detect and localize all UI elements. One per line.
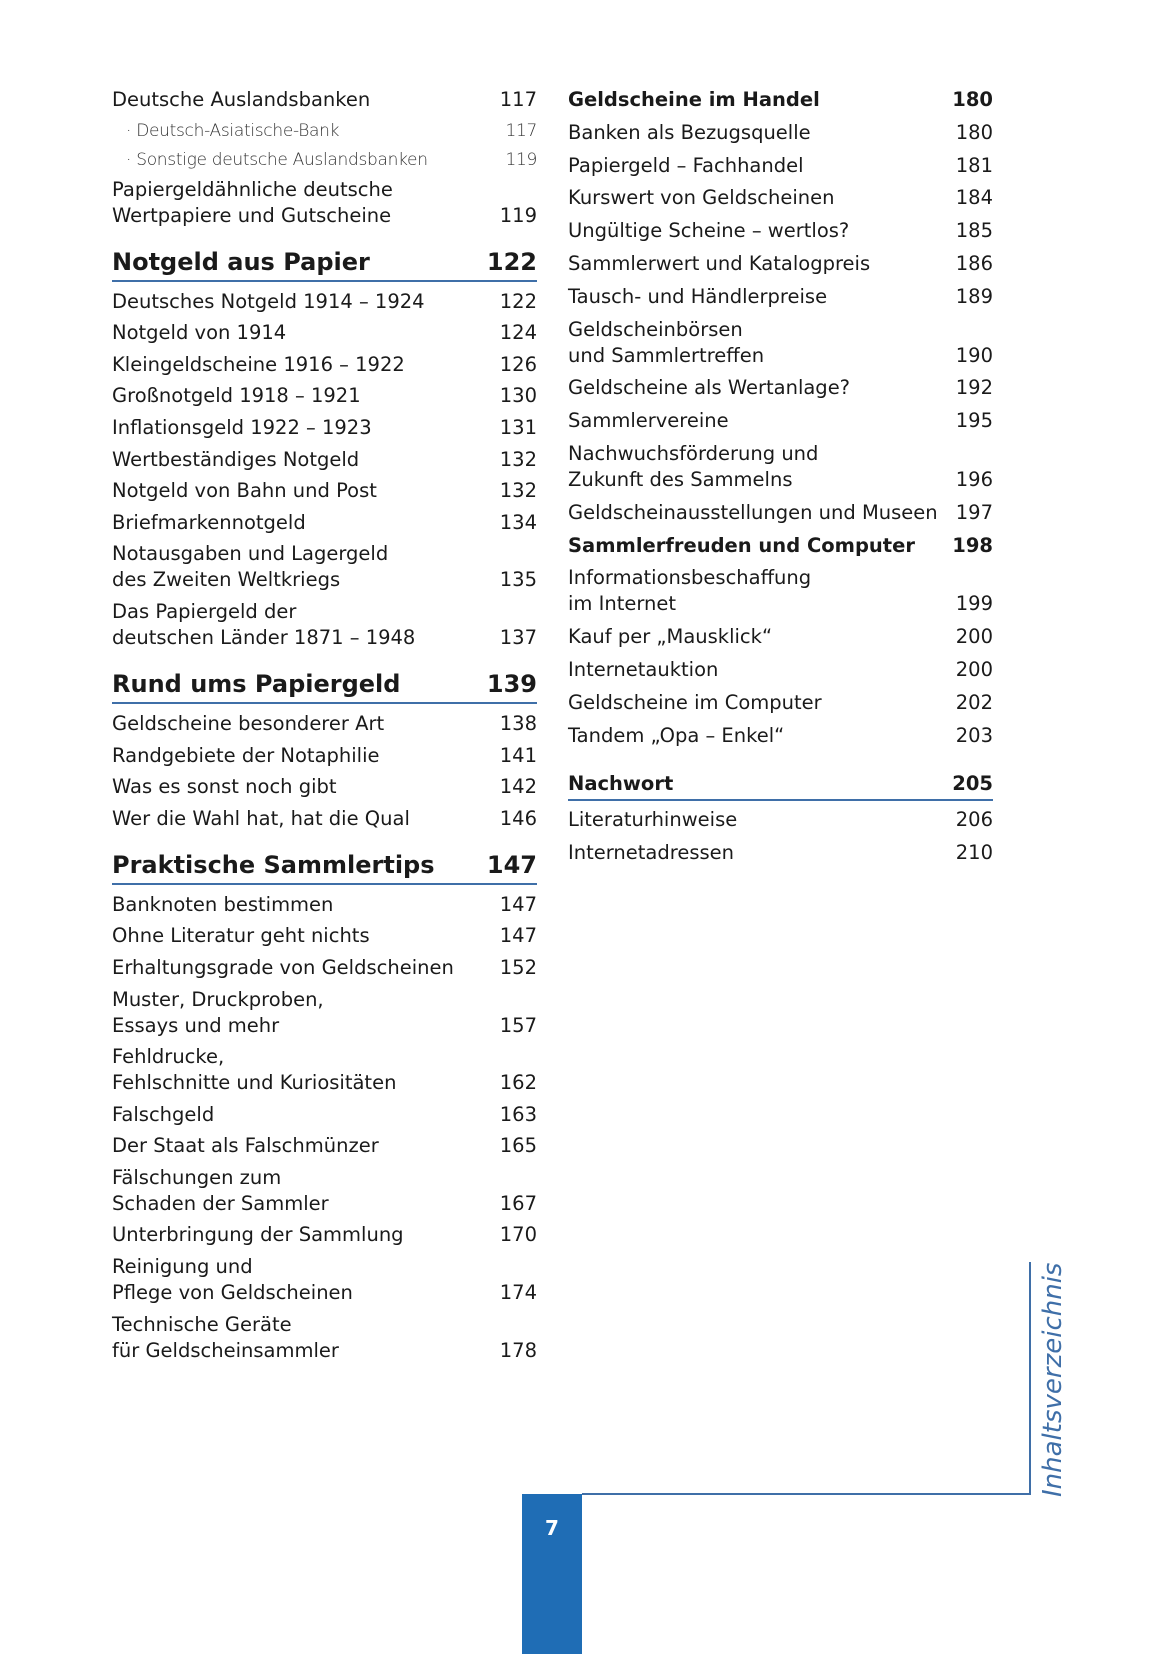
toc-entry-page: 126	[499, 352, 537, 376]
toc-entry-title: Geldscheine im Computer	[568, 690, 822, 714]
toc-entry-title: Notgeld aus Papier	[112, 247, 370, 276]
toc-entry-title: Erhaltungsgrade von Geldscheinen	[112, 955, 454, 979]
toc-entry	[568, 375, 993, 401]
toc-entry	[112, 806, 537, 832]
toc-section-title	[568, 533, 993, 559]
toc-entry	[568, 657, 993, 683]
toc-entry-page: 200	[955, 657, 993, 681]
toc-entry	[112, 289, 537, 315]
toc-entry	[112, 711, 537, 737]
page-number-box	[522, 1494, 582, 1654]
toc-entry-title: Notgeld von 1914	[112, 321, 287, 345]
toc-entry-page: 157	[499, 1013, 537, 1037]
toc-entry-page: 141	[499, 743, 537, 767]
toc-entry-title: Kleingeldscheine 1916 – 1922	[112, 352, 405, 376]
toc-entry-page: 131	[499, 415, 537, 439]
toc-entry-title: Papiergeldähnliche deutsche Wertpapiere und Gutscheine	[112, 177, 393, 227]
toc-entry-page: 197	[955, 500, 993, 524]
toc-entry-title: Falschgeld	[112, 1102, 215, 1126]
toc-entry-title: Internetadressen	[568, 841, 735, 865]
toc-entry	[568, 218, 993, 244]
toc-entry	[112, 1312, 537, 1364]
toc-entry	[568, 317, 993, 369]
toc-entry-page: 185	[955, 219, 993, 243]
toc-entry-page: 117	[505, 120, 537, 141]
toc-entry-title: Was es sonst noch gibt	[112, 775, 337, 799]
toc-entry-title: Großnotgeld 1918 – 1921	[112, 384, 361, 408]
page-number: 7	[545, 1516, 559, 1540]
toc-entry-page: 142	[499, 775, 537, 799]
toc-entry-title: Geldscheinbörsen und Sammlertreffen	[568, 317, 765, 367]
toc-entry-page: 190	[955, 343, 993, 367]
toc-entry-title: Der Staat als Falschmünzer	[112, 1134, 379, 1158]
toc-entry-page: 206	[955, 808, 993, 832]
toc-entry-title: Briefmarkennotgeld	[112, 510, 306, 534]
toc-entry	[112, 987, 537, 1039]
toc-entry-page: 180	[955, 120, 993, 144]
toc-entry-page: 162	[499, 1071, 537, 1095]
toc-entry-title: Muster, Druckproben, Essays und mehr	[112, 987, 324, 1037]
toc-entry	[112, 1165, 537, 1217]
toc-entry	[112, 177, 537, 229]
toc-entry-page: 170	[499, 1223, 537, 1247]
toc-entry-title: Nachwuchsförderung und Zukunft des Sammelns	[568, 441, 819, 491]
toc-entry-page: 210	[955, 841, 993, 865]
toc-entry-title: Randgebiete der Notaphilie	[112, 743, 380, 767]
toc-entry-title: Fehldrucke, Fehlschnitte und Kuriositäten	[112, 1045, 397, 1095]
toc-entry-page: 138	[499, 711, 537, 735]
toc-entry	[568, 565, 993, 617]
toc-entry	[112, 87, 537, 113]
toc-entry	[112, 892, 537, 918]
toc-section-title	[568, 771, 993, 801]
toc-entry-page: 184	[955, 186, 993, 210]
toc-entry	[112, 510, 537, 536]
toc-entry-page: 196	[955, 467, 993, 491]
toc-entry-title: Reinigung und Pflege von Geldscheinen	[112, 1255, 353, 1305]
toc-entry-page: 146	[499, 806, 537, 830]
toc-entry	[112, 599, 537, 651]
toc-entry	[112, 320, 537, 346]
toc-entry-title: Papiergeld – Fachhandel	[568, 153, 804, 177]
toc-entry-title: Deutsche Auslandsbanken	[112, 88, 371, 111]
toc-entry-title: Sammlerfreuden und Computer	[568, 533, 915, 557]
toc-entry-title: Ohne Literatur geht nichts	[112, 924, 370, 948]
toc-entry-title: Banknoten bestimmen	[112, 892, 334, 916]
toc-chapter-heading	[112, 247, 537, 282]
toc-entry-page: 200	[955, 625, 993, 649]
toc-entry	[112, 541, 537, 593]
toc-entry-page: 134	[499, 510, 537, 534]
toc-entry-title: Internetauktion	[568, 657, 719, 681]
toc-entry-page: 199	[955, 592, 993, 616]
toc-entry-title: Inflationsgeld 1922 – 1923	[112, 415, 372, 439]
toc-entry	[568, 185, 993, 211]
toc-entry-page: 119	[505, 149, 537, 170]
toc-section-title	[568, 87, 993, 113]
toc-entry-title: Das Papiergeld der deutschen Länder 1871 – 1948	[112, 599, 416, 649]
toc-entry-page: 124	[499, 321, 537, 345]
toc-entry-title: Praktische Sammlertips	[112, 850, 435, 879]
toc-entry-title: Technische Geräte für Geldscheinsammler	[112, 1312, 339, 1362]
toc-entry-page: 165	[499, 1134, 537, 1158]
toc-entry	[112, 774, 537, 800]
toc-entry-page: 132	[499, 447, 537, 471]
toc-entry	[112, 1254, 537, 1306]
toc-entry	[568, 807, 993, 833]
toc-entry-title: · Sonstige deutsche Auslandsbanken	[126, 149, 428, 170]
toc-entry-page: 147	[499, 924, 537, 948]
toc-subentry	[112, 148, 537, 172]
toc-entry	[112, 923, 537, 949]
toc-entry-page: 205	[952, 771, 993, 795]
toc-entry-page: 147	[499, 892, 537, 916]
toc-entry-title: Fälschungen zum Schaden der Sammler	[112, 1165, 329, 1215]
toc-entry	[568, 120, 993, 146]
toc-entry-page: 189	[955, 284, 993, 308]
toc-entry-title: Notgeld von Bahn und Post	[112, 479, 377, 503]
toc-entry-title: Geldscheinausstellungen und Museen	[568, 500, 938, 524]
toc-entry	[112, 1044, 537, 1096]
toc-entry-title: Deutsches Notgeld 1914 – 1924	[112, 289, 425, 313]
toc-entry-title: Wer die Wahl hat, hat die Qual	[112, 806, 410, 830]
toc-entry	[112, 478, 537, 504]
toc-entry-title: Tandem „Opa – Enkel“	[568, 723, 785, 747]
toc-chapter-heading	[112, 669, 537, 704]
toc-entry-title: Kurswert von Geldscheinen	[568, 186, 835, 210]
toc-right-column	[568, 87, 993, 873]
side-rule-vertical	[1029, 1262, 1031, 1495]
toc-entry	[112, 447, 537, 473]
toc-entry	[568, 408, 993, 434]
side-rule-horizontal	[582, 1493, 1031, 1495]
toc-left-column	[112, 87, 537, 1369]
toc-entry-page: 198	[952, 533, 993, 557]
toc-entry-title: Literaturhinweise	[568, 808, 738, 832]
toc-subentry	[112, 119, 537, 143]
toc-entry	[568, 723, 993, 749]
toc-entry	[568, 624, 993, 650]
toc-entry-title: Notausgaben und Lagergeld des Zweiten Weltkriegs	[112, 542, 389, 592]
toc-entry-title: Geldscheine besonderer Art	[112, 711, 385, 735]
toc-entry-title: Nachwort	[568, 771, 674, 795]
toc-entry	[112, 743, 537, 769]
toc-entry	[112, 352, 537, 378]
toc-entry-title: Informationsbeschaffung im Internet	[568, 566, 812, 616]
toc-entry-page: 195	[955, 409, 993, 433]
toc-entry-title: Geldscheine im Handel	[568, 88, 820, 111]
toc-entry-page: 137	[499, 625, 537, 649]
toc-entry	[112, 1133, 537, 1159]
toc-entry-page: 152	[499, 955, 537, 979]
toc-entry	[568, 284, 993, 310]
toc-entry-title: · Deutsch-Asiatische-Bank	[126, 120, 340, 141]
toc-entry	[568, 441, 993, 493]
toc-entry-title: Geldscheine als Wertanlage?	[568, 376, 851, 400]
toc-entry	[112, 383, 537, 409]
toc-entry	[568, 500, 993, 526]
toc-entry-page: 186	[955, 251, 993, 275]
toc-entry	[568, 690, 993, 716]
toc-entry	[568, 251, 993, 277]
toc-entry-title: Banken als Bezugsquelle	[568, 120, 811, 144]
toc-entry-page: 202	[955, 690, 993, 714]
toc-entry-page: 117	[499, 88, 537, 111]
toc-entry-title: Sammlervereine	[568, 409, 729, 433]
toc-entry-title: Unterbringung der Sammlung	[112, 1223, 404, 1247]
toc-chapter-heading	[112, 850, 537, 885]
toc-entry-page: 119	[499, 203, 537, 227]
toc-entry-page: 163	[499, 1102, 537, 1126]
toc-entry-title: Tausch- und Händlerpreise	[568, 284, 828, 308]
toc-entry-page: 147	[486, 850, 537, 879]
toc-entry-page: 174	[499, 1281, 537, 1305]
toc-entry	[112, 1222, 537, 1248]
toc-entry-page: 130	[499, 384, 537, 408]
toc-entry	[568, 153, 993, 179]
toc-entry-page: 122	[486, 247, 537, 276]
toc-entry-page: 167	[499, 1191, 537, 1215]
toc-entry-title: Kauf per „Mausklick“	[568, 625, 773, 649]
toc-entry	[568, 840, 993, 866]
toc-entry-page: 192	[955, 376, 993, 400]
toc-entry-title: Ungültige Scheine – wertlos?	[568, 219, 850, 243]
toc-entry	[112, 955, 537, 981]
toc-entry-title: Wertbeständiges Notgeld	[112, 447, 360, 471]
toc-entry-page: 122	[499, 289, 537, 313]
toc-entry-title: Sammlerwert und Katalogpreis	[568, 251, 871, 275]
toc-entry	[112, 415, 537, 441]
toc-entry-page: 181	[955, 153, 993, 177]
toc-entry-page: 135	[499, 568, 537, 592]
toc-entry-page: 180	[952, 88, 993, 111]
toc-entry-title: Rund ums Papiergeld	[112, 669, 401, 698]
toc-entry-page: 132	[499, 479, 537, 503]
toc-entry-page: 139	[486, 669, 537, 698]
section-side-label: Inhaltsverzeichnis	[1038, 1262, 1068, 1497]
toc-entry	[112, 1102, 537, 1128]
toc-entry-page: 178	[499, 1338, 537, 1362]
toc-entry-page: 203	[955, 723, 993, 747]
